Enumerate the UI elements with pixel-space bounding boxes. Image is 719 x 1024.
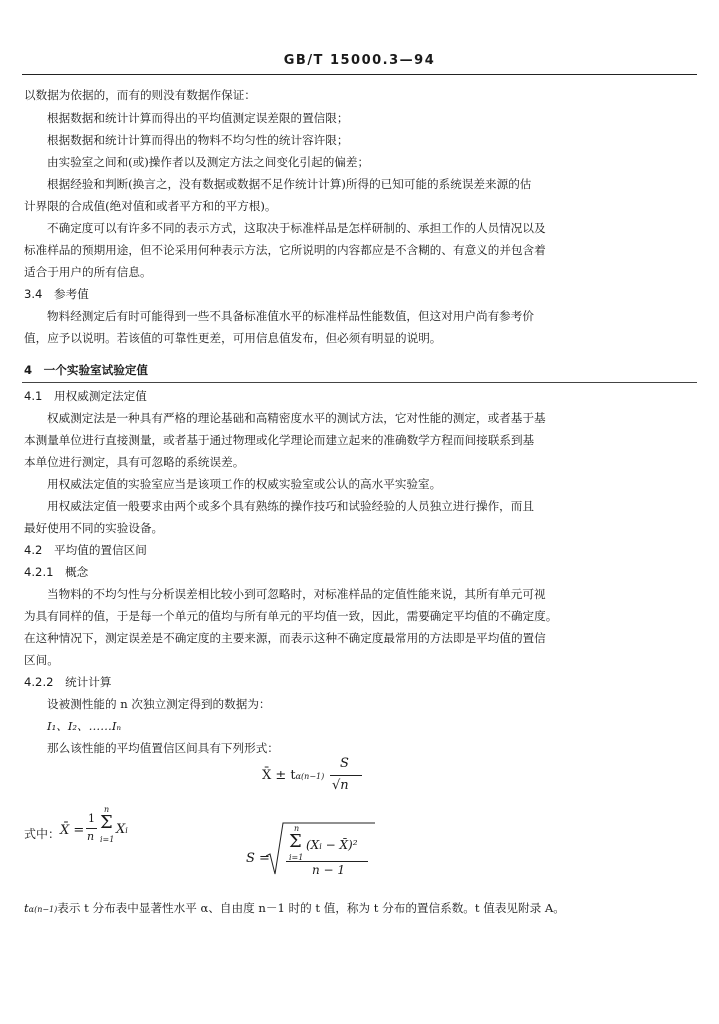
formula2-numerator: 1 [88,812,95,825]
formula3-numerator-tail: − X̄)² [321,838,358,852]
sum-upper-limit: n [294,824,300,833]
formula3-numerator-subscript: i [319,842,322,851]
text-line: 最好使用不同的实验设备。 [24,521,164,535]
formula1-numerator: S [340,756,349,771]
formula3-denominator: n − 1 [312,863,346,877]
sum-lower-limit: i=1 [289,853,304,862]
text-line: 由实验室之间和(或)操作者以及测定方法之间变化引起的偏差； [47,155,370,169]
formula1-subscript: α(n−1) [295,772,325,781]
text-line: 根据经验和判断(换言之，没有数据或数据不足作统计计算)所得的已知可能的系统误差来源的估 [47,177,532,191]
section-heading-4: 4 一个实验室试验定值 [24,363,149,377]
text-line: 用权威法定值一般要求由两个或多个具有熟练的操作技巧和试验经验的人员独立进行操作，而且 [47,499,534,513]
section-heading-3-4: 3.4 参考值 [24,287,89,301]
text-line: 标准样品的预期用途，但不论采用何种表示方法，它所说明的内容都应是不含糊的、有意义的并包含着 [24,243,546,257]
text-line: 设被测性能的 n 次独立测定得到的数据为： [47,697,271,711]
text-line: 根据数据和统计计算而得出的平均值测定误差限的置信限； [47,111,349,125]
t-symbol-subscript: α(n−1) [28,905,58,914]
t-note-text: 表示 t 分布表中显著性水平 α、自由度 n－1 时的 t 值，称为 t 分布的置信系数。t 值表见附录 A。 [57,901,565,915]
formula1-lhs: X̄ ± t [262,768,296,783]
formula1-denominator: n [340,778,349,793]
fraction-line [86,828,97,829]
text-line: 根据数据和统计计算而得出的物料不均匀性的统计容许限； [47,133,349,147]
text-line: 在这种情况下，测定误差是不确定度的主要来源，而表示这种不确定度最常用的方法即是平均值的置信 [24,631,546,645]
text-line: 权威测定法是一种具有严格的理论基础和高精密度水平的测试方法，它对性能的测定，或者基于基 [47,411,546,425]
sqrt-sign: √ [332,778,341,793]
text-line: 值，应予以说明。若该值的可靠性更差，可用信息值发布，但必须有明显的说明。 [24,331,442,345]
formula2-lhs: X̄ = [60,823,85,838]
text-line: 当物料的不均匀性与分析误差相比较小到可忽略时，对标准样品的定值性能来说，其所有单元可视 [47,587,546,601]
fraction-line [286,861,368,862]
sum-sign: Σ [100,812,113,833]
sum-lower-limit: i=1 [100,835,115,844]
text-line: 本单位进行测定，具有可忽略的系统误差。 [24,455,245,469]
t-symbol: t [24,901,29,915]
text-line: 用权威法定值的实验室应当是该项工作的权威实验室或公认的高水平实验室。 [47,477,442,491]
formula2-term: X [116,822,126,837]
formula2-denominator: n [87,830,95,843]
text-line: 计界限的合成值(绝对值和或者平方和的平方根)。 [24,199,277,213]
text-line: 不确定度可以有许多不同的表示方式，这取决于标准样品是怎样研制的、承担工作的人员情况以及 [47,221,546,235]
section-heading-4-1: 4.1 用权威测定法定值 [24,389,147,403]
text-line: 物料经测定后有时可能得到一些不具备标准值水平的标准样品性能数值，但这对用户尚有参考价 [47,309,534,323]
section-heading-4-2-1: 4.2.1 概念 [24,565,89,579]
sum-sign: Σ [289,831,302,852]
formula3-numerator: (X [306,838,320,852]
where-prefix: 式中： [24,827,61,841]
section-heading-4-2: 4.2 平均值的置信区间 [24,543,147,557]
header-rule [22,74,697,75]
standard-code-header: GB/T 15000.3—94 [283,53,436,68]
section-rule [22,382,697,383]
t-value-note [24,901,565,917]
fraction-line [330,775,362,776]
formula2-term-subscript: i [125,826,128,835]
text-line: 以数据为依据的，而有的则没有数据作保证： [24,88,256,102]
text-line: 区间。 [24,653,59,667]
text-line: 本测量单位进行直接测量，或者基于通过物理或化学理论而建立起来的准确数学方程而间接联系到基 [24,433,535,447]
text-line: 适合于用户的所有信息。 [24,265,152,279]
text-line: 为具有同样的值，于是每一个单元的值均与所有单元的平均值一致，因此，需要确定平均值的不确定度。 [24,609,558,623]
section-heading-4-2-2: 4.2.2 统计计算 [24,675,112,689]
formula3-lhs: S = [246,851,270,866]
text-line: 那么该性能的平均值置信区间具有下列形式： [47,741,279,755]
sum-upper-limit: n [104,805,110,814]
data-sequence: I₁、I₂、……Iₙ [47,719,122,733]
